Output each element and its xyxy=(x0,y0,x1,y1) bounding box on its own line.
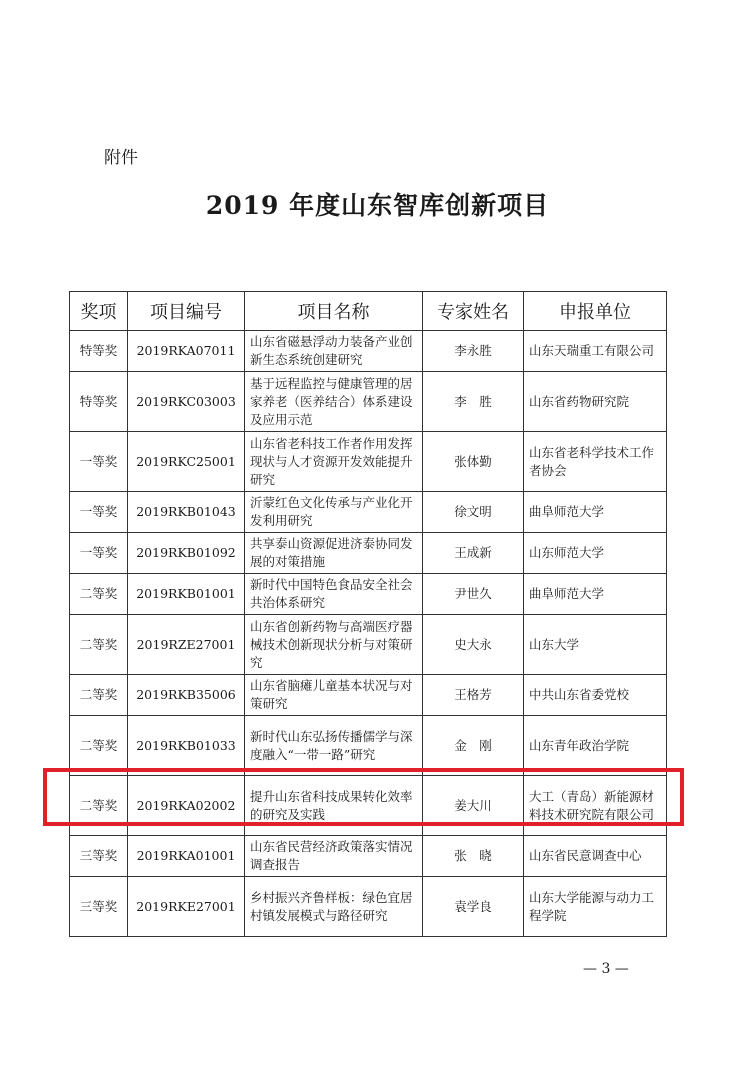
award-cell: 三等奖 xyxy=(70,877,128,937)
table-row xyxy=(70,432,667,492)
project-name-cell: 山东省老科技工作者作用发挥现状与人才资源开发效能提升研究 xyxy=(245,432,423,492)
project-code-cell: 2019RKB01092 xyxy=(128,533,245,574)
expert-name-cell: 姜大川 xyxy=(423,776,524,836)
award-cell: 二等奖 xyxy=(70,574,128,615)
award-cell: 三等奖 xyxy=(70,836,128,877)
expert-name-cell: 金 刚 xyxy=(423,716,524,776)
header-project-name: 项目名称 xyxy=(245,292,423,331)
header-project-code: 项目编号 xyxy=(128,292,245,331)
expert-name-cell: 张体勤 xyxy=(423,432,524,492)
applicant-unit-cell: 山东大学 xyxy=(524,615,667,675)
project-name-cell: 新时代中国特色食品安全社会共治体系研究 xyxy=(245,574,423,615)
table-header-row xyxy=(70,292,667,331)
project-name-cell: 沂蒙红色文化传承与产业化开发利用研究 xyxy=(245,492,423,533)
applicant-unit-cell: 大工（青岛）新能源材料技术研究院有限公司 xyxy=(524,776,667,836)
project-name-cell: 基于远程监控与健康管理的居家养老（医养结合）体系建设及应用示范 xyxy=(245,372,423,432)
applicant-unit-cell: 山东省药物研究院 xyxy=(524,372,667,432)
award-cell: 二等奖 xyxy=(70,776,128,836)
table-row xyxy=(70,836,667,877)
project-name-cell: 山东省创新药物与高端医疗器械技术创新现状分析与对策研究 xyxy=(245,615,423,675)
award-cell: 特等奖 xyxy=(70,331,128,372)
table-row xyxy=(70,331,667,372)
table-row xyxy=(70,574,667,615)
applicant-unit-cell: 山东省民意调查中心 xyxy=(524,836,667,877)
award-cell: 二等奖 xyxy=(70,675,128,716)
applicant-unit-cell: 山东青年政治学院 xyxy=(524,716,667,776)
project-name-cell: 共享泰山资源促进济泰协同发展的对策措施 xyxy=(245,533,423,574)
award-cell: 二等奖 xyxy=(70,615,128,675)
project-code-cell: 2019RKA01001 xyxy=(128,836,245,877)
expert-name-cell: 王格芳 xyxy=(423,675,524,716)
table-row xyxy=(70,675,667,716)
table-row xyxy=(70,372,667,432)
project-code-cell: 2019RZE27001 xyxy=(128,615,245,675)
expert-name-cell: 袁学良 xyxy=(423,877,524,937)
project-code-cell: 2019RKB01043 xyxy=(128,492,245,533)
project-name-cell: 山东省脑瘫儿童基本状况与对策研究 xyxy=(245,675,423,716)
attachment-label: 附件 xyxy=(104,148,138,168)
project-name-cell: 提升山东省科技成果转化效率的研究及实践 xyxy=(245,776,423,836)
award-cell: 二等奖 xyxy=(70,716,128,776)
expert-name-cell: 徐文明 xyxy=(423,492,524,533)
expert-name-cell: 张 晓 xyxy=(423,836,524,877)
applicant-unit-cell: 曲阜师范大学 xyxy=(524,492,667,533)
table-row xyxy=(70,533,667,574)
project-code-cell: 2019RKB35006 xyxy=(128,675,245,716)
table-row xyxy=(70,492,667,533)
project-name-cell: 山东省磁悬浮动力装备产业创新生态系统创建研究 xyxy=(245,331,423,372)
project-code-cell: 2019RKE27001 xyxy=(128,877,245,937)
project-name-cell: 山东省民营经济政策落实情况调查报告 xyxy=(245,836,423,877)
project-code-cell: 2019RKC03003 xyxy=(128,372,245,432)
project-name-cell: 新时代山东弘扬传播儒学与深度融入“一带一路”研究 xyxy=(245,716,423,776)
document-title: 2019 年度山东智库创新项目 xyxy=(205,191,550,220)
applicant-unit-cell: 山东大学能源与动力工程学院 xyxy=(524,877,667,937)
applicant-unit-cell: 山东天瑞重工有限公司 xyxy=(524,331,667,372)
expert-name-cell: 史大永 xyxy=(423,615,524,675)
expert-name-cell: 王成新 xyxy=(423,533,524,574)
project-name-cell: 乡村振兴齐鲁样板：绿色宜居村镇发展模式与路径研究 xyxy=(245,877,423,937)
award-cell: 一等奖 xyxy=(70,432,128,492)
header-award: 奖项 xyxy=(70,292,128,331)
award-cell: 一等奖 xyxy=(70,492,128,533)
table-row xyxy=(70,716,667,776)
applicant-unit-cell: 中共山东省委党校 xyxy=(524,675,667,716)
page-number: — 3 — xyxy=(583,961,629,977)
award-cell: 一等奖 xyxy=(70,533,128,574)
expert-name-cell: 尹世久 xyxy=(423,574,524,615)
award-cell: 特等奖 xyxy=(70,372,128,432)
table-row xyxy=(70,877,667,937)
project-code-cell: 2019RKB01033 xyxy=(128,716,245,776)
awards-table xyxy=(69,291,667,937)
project-code-cell: 2019RKA07011 xyxy=(128,331,245,372)
table-row xyxy=(70,615,667,675)
applicant-unit-cell: 曲阜师范大学 xyxy=(524,574,667,615)
project-code-cell: 2019RKC25001 xyxy=(128,432,245,492)
applicant-unit-cell: 山东省老科学技术工作者协会 xyxy=(524,432,667,492)
header-expert-name: 专家姓名 xyxy=(423,292,524,331)
expert-name-cell: 李永胜 xyxy=(423,331,524,372)
project-code-cell: 2019RKB01001 xyxy=(128,574,245,615)
highlight-box xyxy=(43,768,684,826)
header-applicant-unit: 申报单位 xyxy=(524,292,667,331)
project-code-cell: 2019RKA02002 xyxy=(128,776,245,836)
applicant-unit-cell: 山东师范大学 xyxy=(524,533,667,574)
expert-name-cell: 李 胜 xyxy=(423,372,524,432)
